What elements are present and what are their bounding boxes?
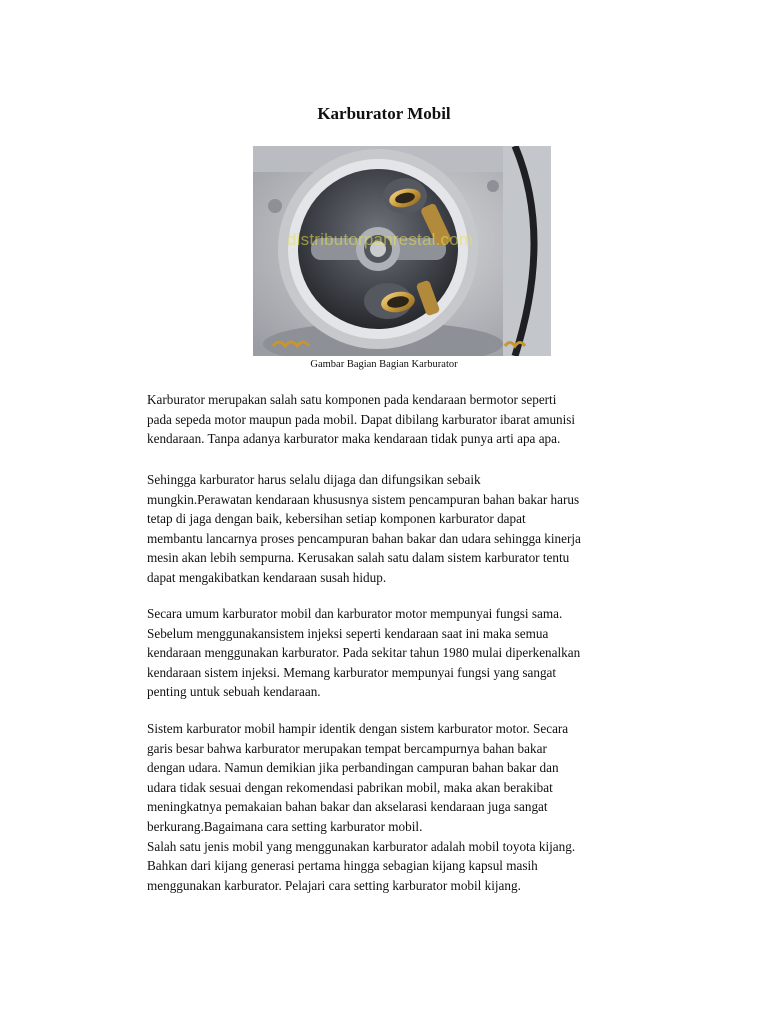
photo-watermark: distributorpanrestal.com [287,230,474,249]
paragraph: Salah satu jenis mobil yang menggunakan karburator adalah mobil toyota kijang. Bahkan dari kijang generasi pertama hingga sebagian kijang kapsul masih menggunakan karburator. Pelajari cara setting karburator mobil kijang. [147,838,576,893]
paragraph: Sistem karburator mobil hampir identik dengan sistem karburator motor. Secara garis besar bahwa karburator merupakan tempat bercampurnya bahan bakar dengan udara. Namun demikian jika perbandingan campuran bahan bakar dan udara tidak sesuai dengan rekomendasi pabrikan mobil, maka akan berakibat meningkatnya pemakaian bahan bakar dan akselarasi kendaraan juga sangat berkurang.Bagaimana cara setting karburator mobil. [147,721,569,834]
figure-caption: Gambar Bagian Bagian Karburator [310,359,458,370]
paragraph: Sehingga karburator harus selalu dijaga dan difungsikan sebaik mungkin.Perawatan kendaraan khususnya sistem pencampuran bahan bakar harus tetap di jaga dengan baik, kebersihan setiap komponen karburator dapat membantu lancarnya proses pencampuran bahan bakar dan udara sehingga kinerja mesin akan lebih sempurna. Kerusakan salah satu dalam sistem karburator tentu dapat mengakibatkan kendaraan susah hidup. [147,472,581,585]
paragraph: Secara umum karburator mobil dan karburator motor mempunyai fungsi sama. Sebelum menggunakansistem injeksi seperti kendaraan saat ini maka semua kendaraan menggunakan karburator. Pada sekitar tahun 1980 mulai diperkenalkan kendaraan sistem injeksi. Memang karburator mempunyai fungsi yang sangat penting untuk sebuah kendaraan. [147,606,581,700]
document-title: Karburator Mobil [317,104,451,123]
paragraph-2-block [147,470,667,607]
paragraph-1-block [147,390,667,468]
paragraph: Karburator merupakan salah satu komponen pada kendaraan bermotor seperti pada sepeda motor maupun pada mobil. Dapat dibilang karburator ibarat amunisi kendaraan. Tanpa adanya karburator maka kendaraan tidak punya arti apa apa. [147,392,576,447]
carburetor-photo [253,146,551,356]
paragraph-3-block [147,604,667,722]
paragraph-4-block [147,719,667,895]
